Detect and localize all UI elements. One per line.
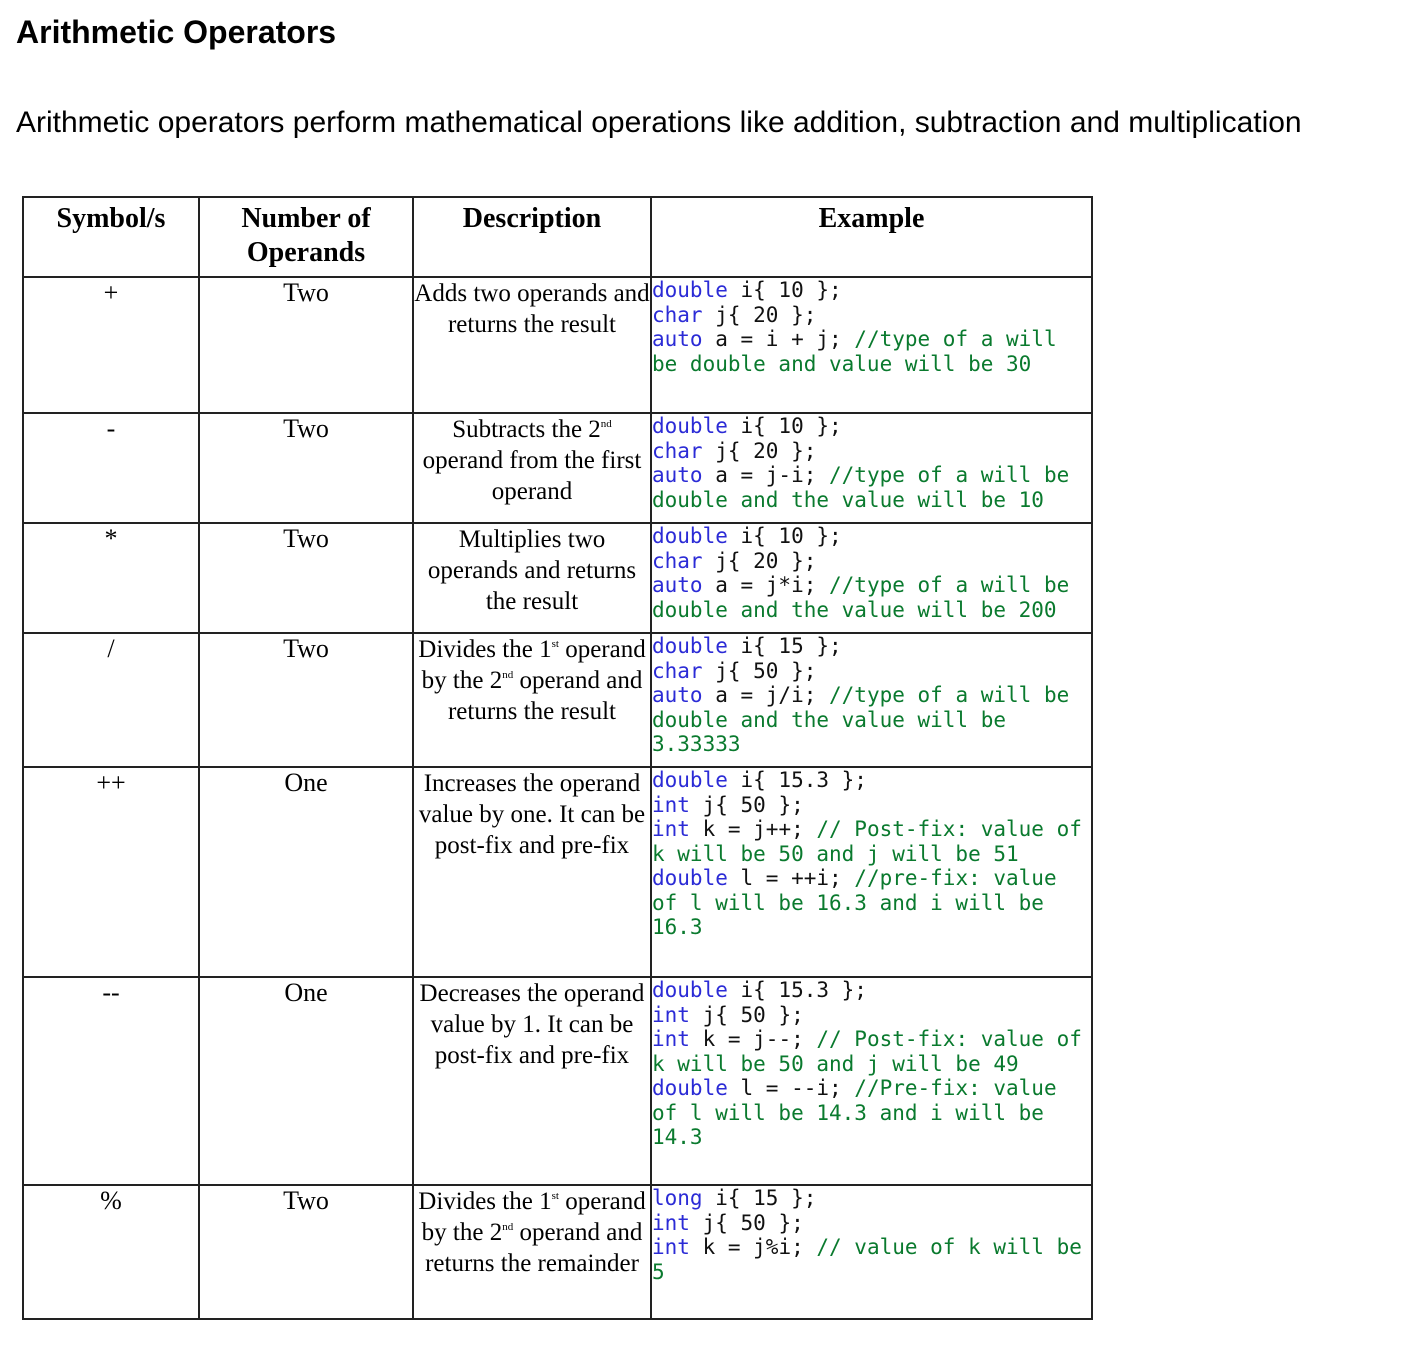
code-text: i{ 15 }; xyxy=(740,634,842,658)
code-text: k = j%i; xyxy=(689,1235,817,1259)
code-keyword: long xyxy=(652,1186,703,1210)
code-example-cell xyxy=(651,977,1092,1185)
table-row xyxy=(23,523,1092,633)
operator-symbol-cell: * xyxy=(23,523,199,633)
code-text: i{ 10 }; xyxy=(740,278,842,302)
operator-symbol-cell: / xyxy=(23,633,199,767)
code-text: j{ 50 }; xyxy=(715,658,817,683)
code-keyword: char xyxy=(652,658,703,683)
code-comment: //type of a will be double and the value will be 10 xyxy=(652,463,1082,512)
code-text: i{ 15.3 }; xyxy=(740,978,867,1002)
description-text: Divides the 1 xyxy=(418,636,552,663)
code-text: a = i + j; xyxy=(702,327,855,351)
header-example: Example xyxy=(651,197,1092,277)
code-keyword: int xyxy=(652,1235,690,1259)
description-text: operand and returns the remainder xyxy=(425,1219,643,1277)
description-cell xyxy=(413,1185,651,1319)
code-text: j{ 20 }; xyxy=(715,438,817,463)
description-text: operand by the 2 xyxy=(421,636,646,694)
header-symbol: Symbol/s xyxy=(23,197,199,277)
code-text: j{ 20 }; xyxy=(715,302,817,327)
operand-count-cell: Two xyxy=(199,413,413,523)
ordinal-superscript: st xyxy=(551,638,559,650)
description-cell xyxy=(413,523,651,633)
code-keyword: double xyxy=(652,978,728,1002)
operator-symbol-cell: -- xyxy=(23,977,199,1185)
header-description: Description xyxy=(413,197,651,277)
code-keyword: double xyxy=(652,278,728,302)
header-number-of-operands: Number of Operands xyxy=(199,197,413,277)
ordinal-superscript: nd xyxy=(502,1221,514,1233)
operand-count-cell: Two xyxy=(199,277,413,413)
table-row xyxy=(23,977,1092,1185)
code-keyword: int xyxy=(652,792,690,817)
code-keyword: int xyxy=(652,1027,690,1051)
operator-symbol-cell: - xyxy=(23,413,199,523)
code-keyword: double xyxy=(652,524,728,548)
description-text: operand from the first operand xyxy=(422,447,642,505)
code-comment: // Post-fix: value of k will be 50 and j will be 51 xyxy=(652,817,1082,866)
operand-count-cell: One xyxy=(199,977,413,1185)
code-text: l = ++i; xyxy=(727,866,855,890)
operators-table xyxy=(22,196,1093,1320)
description-cell xyxy=(413,977,651,1185)
code-example-cell xyxy=(651,523,1092,633)
operand-count-cell: Two xyxy=(199,633,413,767)
code-text: j{ 50 }; xyxy=(702,1002,804,1027)
code-keyword: double xyxy=(652,768,728,792)
code-keyword: double xyxy=(652,634,728,658)
code-text: j{ 50 }; xyxy=(702,1210,804,1235)
code-example-cell xyxy=(651,413,1092,523)
code-comment: //type of a will be double and the value will be 3.33333 xyxy=(652,683,1082,756)
intro-paragraph: Arithmetic operators perform mathematical operations like addition, subtraction and multiplication xyxy=(16,106,1302,139)
table-row xyxy=(23,1185,1092,1319)
operand-count-cell: Two xyxy=(199,1185,413,1319)
code-keyword: char xyxy=(652,438,703,463)
description-cell xyxy=(413,633,651,767)
code-text: k = j++; xyxy=(689,817,817,841)
code-keyword: auto xyxy=(652,573,703,597)
table-row xyxy=(23,633,1092,767)
ordinal-superscript: nd xyxy=(600,418,612,430)
description-text: Increases the operand value by one. It can be post-fix and pre-fix xyxy=(418,770,646,859)
table-header-row xyxy=(23,197,1092,277)
table-row xyxy=(23,767,1092,977)
code-keyword: auto xyxy=(652,683,703,707)
code-example-cell xyxy=(651,767,1092,977)
code-text: i{ 15 }; xyxy=(715,1186,817,1210)
description-cell xyxy=(413,413,651,523)
code-comment: //type of a will be double and value will be 30 xyxy=(652,327,1070,376)
code-comment: // Post-fix: value of k will be 50 and j will be 49 xyxy=(652,1027,1082,1076)
description-text: Divides the 1 xyxy=(418,1188,552,1215)
ordinal-superscript: st xyxy=(551,1190,559,1202)
code-keyword: double xyxy=(652,1076,728,1100)
code-text: i{ 15.3 }; xyxy=(740,768,867,792)
code-comment: //Pre-fix: value of l will be 14.3 and i will be 14.3 xyxy=(652,1076,1070,1149)
code-text: k = j--; xyxy=(689,1027,817,1051)
code-text: i{ 10 }; xyxy=(740,524,842,548)
code-text: a = j*i; xyxy=(702,573,830,597)
code-keyword: int xyxy=(652,1002,690,1027)
code-keyword: char xyxy=(652,302,703,327)
description-text: operand and returns the result xyxy=(447,667,643,725)
description-text: Adds two operands and returns the result xyxy=(414,280,650,338)
code-text: l = --i; xyxy=(727,1076,855,1100)
operand-count-cell: One xyxy=(199,767,413,977)
description-text: operand by the 2 xyxy=(421,1188,646,1246)
code-text: j{ 20 }; xyxy=(715,548,817,573)
code-text: j{ 50 }; xyxy=(702,792,804,817)
code-keyword: auto xyxy=(652,463,703,487)
code-keyword: char xyxy=(652,548,703,573)
description-cell xyxy=(413,277,651,413)
code-comment: // value of k will be 5 xyxy=(652,1235,1095,1284)
table-body xyxy=(23,277,1095,1319)
code-example-cell xyxy=(651,277,1092,413)
code-keyword: int xyxy=(652,1210,690,1235)
code-text: a = j/i; xyxy=(702,683,830,707)
operand-count-cell: Two xyxy=(199,523,413,633)
page-title: Arithmetic Operators xyxy=(16,14,337,50)
table-row xyxy=(23,413,1092,523)
code-comment: //pre-fix: value of l will be 16.3 and i will be 16.3 xyxy=(652,866,1070,939)
code-example-cell xyxy=(651,633,1092,767)
description-cell xyxy=(413,767,651,977)
code-text: a = j-i; xyxy=(702,463,830,487)
description-text: Multiplies two operands and returns the result xyxy=(427,526,637,615)
code-comment: //type of a will be double and the value will be 200 xyxy=(652,573,1082,622)
description-text: Decreases the operand value by 1. It can be post-fix and pre-fix xyxy=(419,980,645,1069)
operator-symbol-cell: + xyxy=(23,277,199,413)
operator-symbol-cell: % xyxy=(23,1185,199,1319)
code-text: i{ 10 }; xyxy=(740,414,842,438)
code-keyword: int xyxy=(652,817,690,841)
code-keyword: double xyxy=(652,866,728,890)
code-keyword: auto xyxy=(652,327,703,351)
table-row xyxy=(23,277,1092,413)
description-text: Subtracts the 2 xyxy=(452,416,601,443)
ordinal-superscript: nd xyxy=(502,669,514,681)
operator-symbol-cell: ++ xyxy=(23,767,199,977)
code-example-cell xyxy=(651,1185,1095,1319)
code-keyword: double xyxy=(652,414,728,438)
